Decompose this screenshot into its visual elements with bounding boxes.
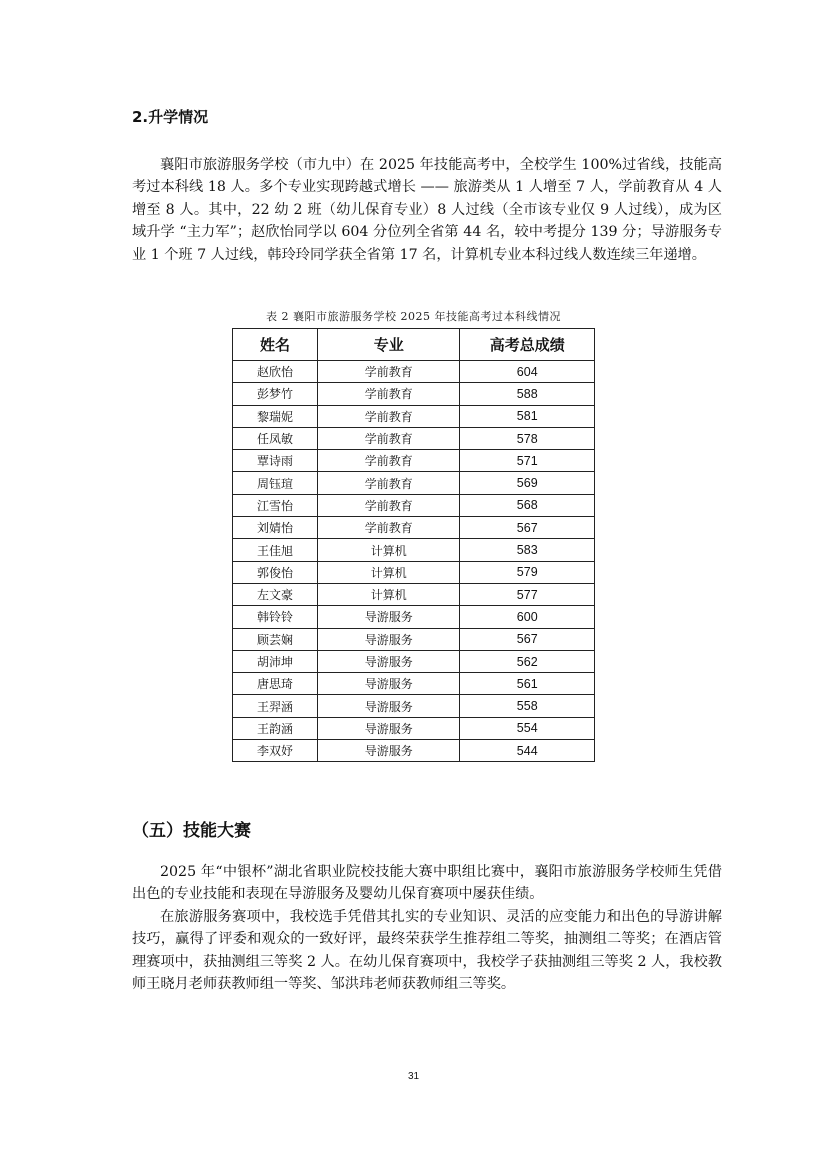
table-row bbox=[233, 472, 595, 494]
cell-score: 567 bbox=[460, 517, 595, 539]
table-row bbox=[233, 383, 595, 405]
cell-score: 604 bbox=[460, 361, 595, 383]
cell-name: 覃诗雨 bbox=[233, 450, 318, 472]
table-row bbox=[233, 361, 595, 383]
cell-name: 王佳旭 bbox=[233, 539, 318, 561]
cell-major: 学前教育 bbox=[318, 427, 460, 449]
cell-major: 学前教育 bbox=[318, 383, 460, 405]
cell-major: 学前教育 bbox=[318, 517, 460, 539]
cell-score: 588 bbox=[460, 383, 595, 405]
section-heading-skills-competition: （五）技能大赛 bbox=[132, 821, 251, 841]
cell-score: 583 bbox=[460, 539, 595, 561]
header-name: 姓名 bbox=[233, 329, 318, 361]
page-number: 31 bbox=[407, 1071, 420, 1082]
table-row bbox=[233, 606, 595, 628]
table-row bbox=[233, 583, 595, 605]
cell-score: 578 bbox=[460, 427, 595, 449]
table-row bbox=[233, 427, 595, 449]
cell-name: 任凤敏 bbox=[233, 427, 318, 449]
cell-major: 计算机 bbox=[318, 539, 460, 561]
cell-name: 黎瑞妮 bbox=[233, 405, 318, 427]
cell-score: 554 bbox=[460, 717, 595, 739]
admission-scores-table bbox=[232, 328, 595, 762]
table-row bbox=[233, 695, 595, 717]
cell-major: 导游服务 bbox=[318, 650, 460, 672]
cell-name: 胡沛坤 bbox=[233, 650, 318, 672]
cell-name: 顾芸娴 bbox=[233, 628, 318, 650]
table-row bbox=[233, 561, 595, 583]
table-header-row bbox=[233, 329, 595, 361]
cell-major: 导游服务 bbox=[318, 673, 460, 695]
competition-paragraph-2: 在旅游服务赛项中，我校选手凭借其扎实的专业知识、灵活的应变能力和出色的导游讲解技巧，赢得了评委和观众的一致好评，最终荣获学生推荐组二等奖，抽测组二等奖；在酒店管理赛项中，获抽测组三等奖 2 人。在幼儿保育赛项中，我校学子获抽测组三等奖 2 人，我校教师王晓月老师获教师组一等奖、邹洪玮老师获教师组三等奖。 bbox=[132, 909, 722, 993]
table-row bbox=[233, 740, 595, 762]
cell-score: 600 bbox=[460, 606, 595, 628]
cell-score: 562 bbox=[460, 650, 595, 672]
cell-major: 学前教育 bbox=[318, 494, 460, 516]
table-row bbox=[233, 450, 595, 472]
cell-name: 刘婧怡 bbox=[233, 517, 318, 539]
cell-major: 计算机 bbox=[318, 583, 460, 605]
cell-score: 569 bbox=[460, 472, 595, 494]
table-body bbox=[233, 361, 595, 762]
header-score: 高考总成绩 bbox=[460, 329, 595, 361]
cell-score: 577 bbox=[460, 583, 595, 605]
cell-name: 赵欣怡 bbox=[233, 361, 318, 383]
cell-score: 558 bbox=[460, 695, 595, 717]
table-row bbox=[233, 673, 595, 695]
cell-major: 导游服务 bbox=[318, 717, 460, 739]
table-caption: 表 2 襄阳市旅游服务学校 2025 年技能高考过本科线情况 bbox=[266, 310, 561, 323]
table-row bbox=[233, 517, 595, 539]
cell-score: 571 bbox=[460, 450, 595, 472]
cell-name: 王韵涵 bbox=[233, 717, 318, 739]
cell-major: 导游服务 bbox=[318, 740, 460, 762]
admission-paragraph: 襄阳市旅游服务学校（市九中）在 2025 年技能高考中，全校学生 100%过省线，技能高考过本科线 18 人。多个专业实现跨越式增长 —— 旅游类从 1 人增至 7 人，学前教育从 4 人增至 8 人。其中，22 幼 2 班（幼儿保育专业）8 人过线（全市该专业仅 9 人过线），成为区域升学 “主力军”；赵欣怡同学以 604 分位列全省第 44 名，较中考提分 139 分；导游服务专业 1 个班 7 人过线，韩玲玲同学获全省第 17 名，计算机专业本科过线人数连续三年递增。 bbox=[132, 157, 722, 263]
cell-name: 左文豪 bbox=[233, 583, 318, 605]
header-major: 专业 bbox=[318, 329, 460, 361]
cell-major: 导游服务 bbox=[318, 628, 460, 650]
cell-name: 唐思琦 bbox=[233, 673, 318, 695]
cell-major: 导游服务 bbox=[318, 606, 460, 628]
cell-score: 568 bbox=[460, 494, 595, 516]
cell-name: 李双妤 bbox=[233, 740, 318, 762]
cell-major: 学前教育 bbox=[318, 405, 460, 427]
cell-name: 周钰瑄 bbox=[233, 472, 318, 494]
table-row bbox=[233, 650, 595, 672]
competition-paragraph-1: 2025 年“中银杯”湖北省职业院校技能大赛中职组比赛中，襄阳市旅游服务学校师生凭借出色的专业技能和表现在导游服务及婴幼儿保育赛项中屡获佳绩。 bbox=[132, 864, 722, 903]
cell-name: 韩铃铃 bbox=[233, 606, 318, 628]
cell-name: 郭俊怡 bbox=[233, 561, 318, 583]
cell-major: 导游服务 bbox=[318, 695, 460, 717]
table-row bbox=[233, 539, 595, 561]
table-row bbox=[233, 405, 595, 427]
section-heading-admission: 2.升学情况 bbox=[132, 108, 209, 126]
cell-name: 王羿涵 bbox=[233, 695, 318, 717]
cell-score: 581 bbox=[460, 405, 595, 427]
cell-major: 学前教育 bbox=[318, 361, 460, 383]
cell-name: 彭梦竹 bbox=[233, 383, 318, 405]
cell-score: 579 bbox=[460, 561, 595, 583]
cell-name: 江雪怡 bbox=[233, 494, 318, 516]
table-row bbox=[233, 494, 595, 516]
cell-score: 544 bbox=[460, 740, 595, 762]
cell-major: 学前教育 bbox=[318, 450, 460, 472]
table-row bbox=[233, 628, 595, 650]
cell-major: 计算机 bbox=[318, 561, 460, 583]
cell-major: 学前教育 bbox=[318, 472, 460, 494]
cell-score: 567 bbox=[460, 628, 595, 650]
cell-score: 561 bbox=[460, 673, 595, 695]
table-row bbox=[233, 717, 595, 739]
